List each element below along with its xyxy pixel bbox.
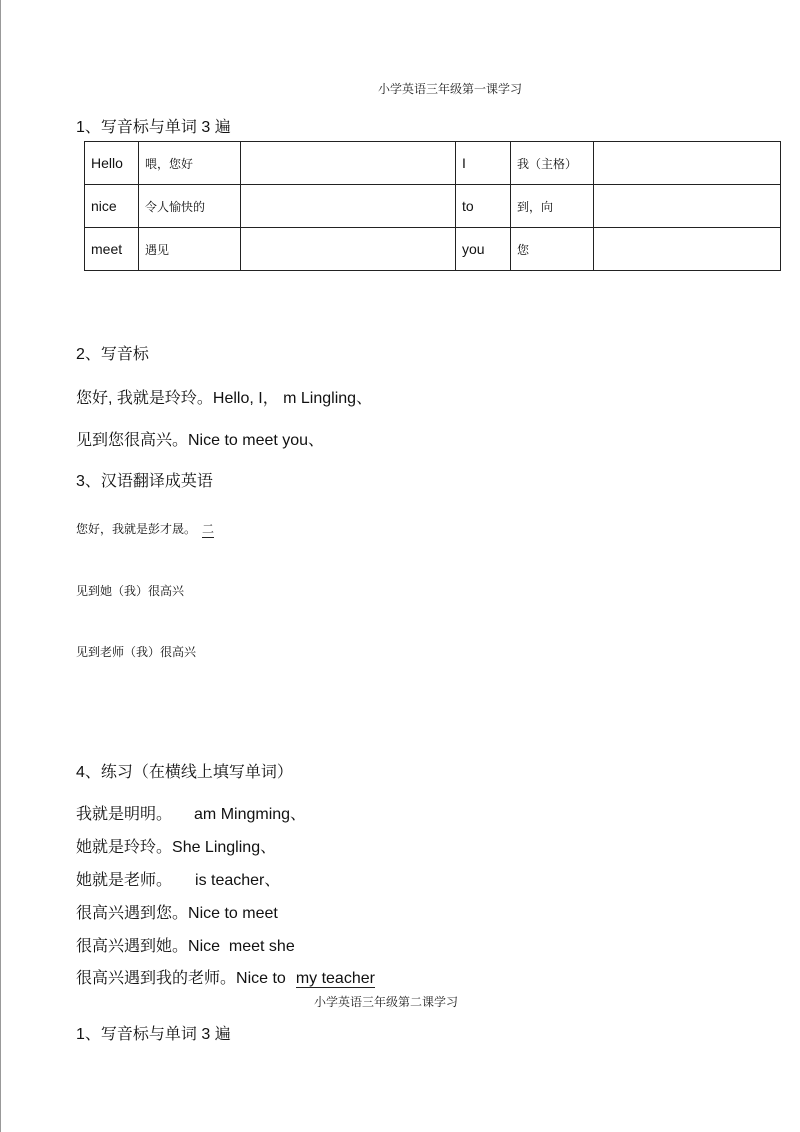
translation-prompt: 您好，我就是彭才晟。 — [76, 522, 197, 536]
table-row — [85, 228, 781, 271]
meaning-cell: 到，向 — [511, 185, 594, 228]
meaning-cell: 令人愉快的 — [139, 185, 241, 228]
exercise-item — [76, 933, 295, 956]
meaning-cell: 您 — [511, 228, 594, 271]
word-cell: to — [456, 185, 511, 228]
writing-cell[interactable] — [594, 142, 781, 185]
translation-item: 见到老师（我）很高兴 — [76, 645, 197, 659]
writing-cell[interactable] — [594, 185, 781, 228]
exercise-item — [76, 900, 278, 923]
lesson2-title: 小学英语三年级第二课学习 — [314, 995, 459, 1009]
section1-heading: 1、写音标与单词 3 遍 — [76, 119, 231, 136]
exercise-answer: is teacher、 — [195, 872, 281, 889]
word-cell: Hello — [85, 142, 139, 185]
exercise-answer: She Lingling、 — [172, 839, 277, 856]
exercise-answer: am Mingming、 — [194, 806, 307, 823]
underlined-answer[interactable]: my teacher — [295, 970, 375, 987]
section3-heading: 3、汉语翻译成英语 — [76, 473, 213, 490]
phonetic-line: 您好, 我就是玲玲。Hello, I， m Lingling、 — [76, 390, 373, 407]
exercise-prompt: 她就是老师。 — [76, 872, 173, 889]
meaning-cell: 遇见 — [139, 228, 241, 271]
translation-item: 见到她（我）很高兴 — [76, 584, 185, 598]
lesson2-section1-heading: 1、写音标与单词 3 遍 — [76, 1026, 231, 1043]
answer-blank[interactable]: 二 — [202, 522, 215, 536]
exercise-answer: Nice to meet — [188, 905, 278, 922]
writing-cell[interactable] — [241, 142, 456, 185]
word-cell: nice — [85, 185, 139, 228]
writing-cell[interactable] — [241, 185, 456, 228]
exercise-prompt: 很高兴遇到您。 — [76, 905, 189, 922]
exercise-item — [76, 801, 306, 824]
exercise-prompt: 很高兴遇到我的老师。 — [76, 970, 237, 987]
vocab-table — [84, 141, 781, 271]
page-edge — [0, 0, 1, 1132]
exercise-answer: Nice meet she — [188, 938, 295, 955]
phonetic-line: 见到您很高兴。Nice to meet you、 — [76, 432, 325, 449]
exercise-prompt: 我就是明明。 — [76, 806, 173, 823]
exercise-answer: Nice to — [236, 970, 286, 987]
table-row — [85, 142, 781, 185]
writing-cell[interactable] — [241, 228, 456, 271]
meaning-cell: 我（主格） — [511, 142, 594, 185]
exercise-item — [76, 834, 276, 857]
word-cell: I — [456, 142, 511, 185]
word-cell: you — [456, 228, 511, 271]
section4-heading: 4、练习（在横线上填写单词） — [76, 764, 293, 781]
writing-cell[interactable] — [594, 228, 781, 271]
translation-item — [76, 520, 214, 538]
word-cell: meet — [85, 228, 139, 271]
section2-heading: 2、写音标 — [76, 346, 149, 363]
table-row — [85, 185, 781, 228]
meaning-cell: 喂，您好 — [139, 142, 241, 185]
exercise-prompt: 她就是玲玲。 — [76, 839, 173, 856]
exercise-item — [76, 867, 280, 890]
exercise-prompt: 很高兴遇到她。 — [76, 938, 189, 955]
lesson1-title: 小学英语三年级第一课学习 — [378, 82, 523, 96]
exercise-item — [76, 965, 375, 988]
